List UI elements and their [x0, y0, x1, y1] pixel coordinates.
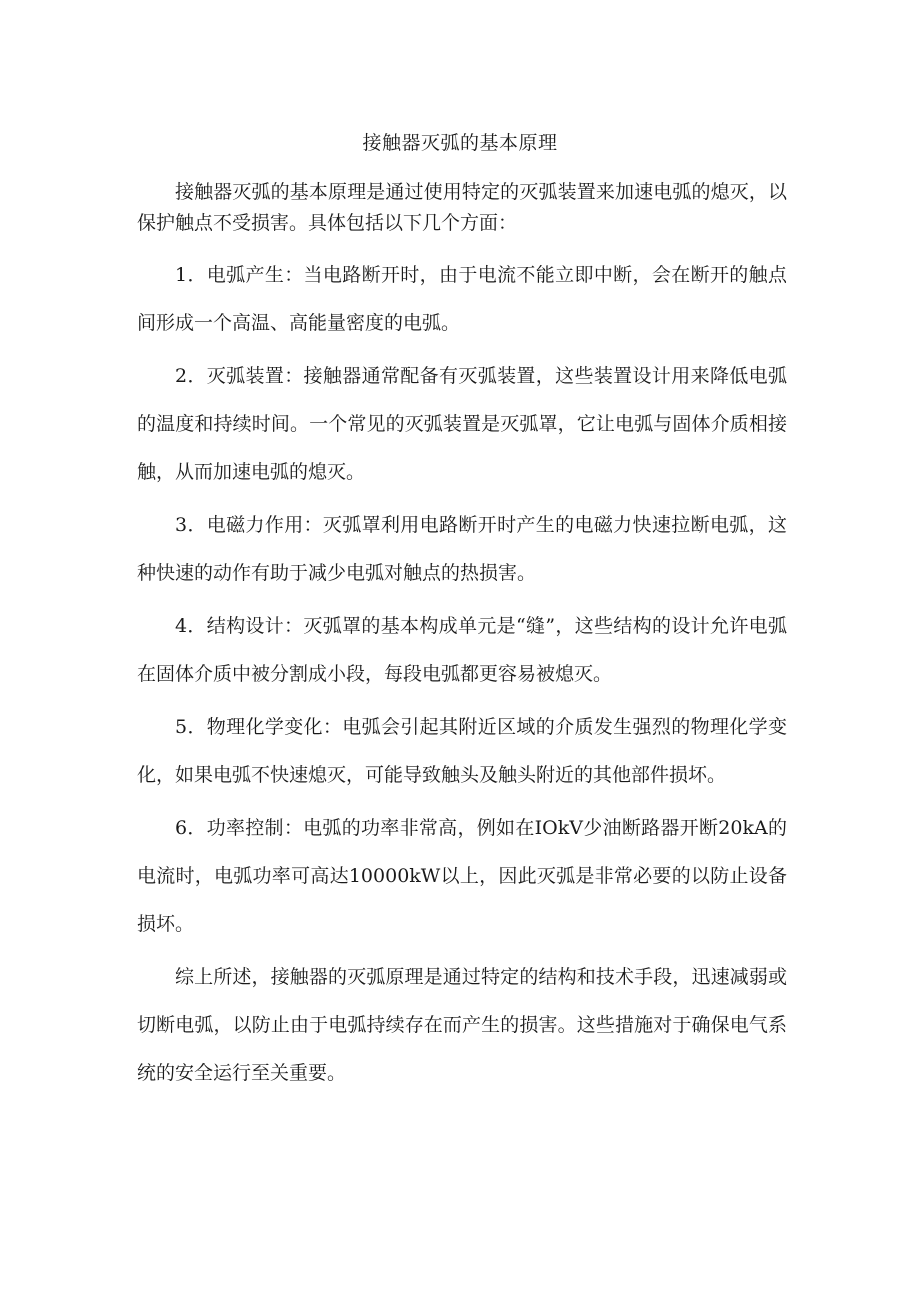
intro-paragraph: 接触器灭弧的基本原理是通过使用特定的灭弧装置来加速电弧的熄灭，以保护触点不受损害。具体包括以下几个方面：: [137, 181, 787, 234]
document-body: [137, 177, 787, 1102]
document-title: 接触器灭弧的基本原理: [362, 132, 558, 154]
list-item-5: 5．物理化学变化：电弧会引起其附近区域的介质发生强烈的物理化学变化，如果电弧不快速熄灭，可能导致触头及触头附近的其他部件损坏。: [137, 716, 787, 786]
conclusion-paragraph: 综上所述，接触器的灭弧原理是通过特定的结构和技术手段，迅速减弱或切断电弧，以防止由于电弧持续存在而产生的损害。这些措施对于确保电气系统的安全运行至关重要。: [137, 966, 787, 1084]
list-item-1: 1．电弧产生：当电路断开时，由于电流不能立即中断，会在断开的触点间形成一个高温、高能量密度的电弧。: [137, 264, 787, 334]
list-item-6: 6．功率控制：电弧的功率非常高，例如在IOkV少油断路器开断20kA的电流时，电弧功率可高达10000kW以上，因此灭弧是非常必要的以防止设备损坏。: [137, 817, 787, 935]
list-item-4: 4．结构设计：灭弧罩的基本构成单元是“缝”，这些结构的设计允许电弧在固体介质中被分割成小段，每段电弧都更容易被熄灭。: [137, 615, 787, 685]
list-item-3: 3．电磁力作用：灭弧罩利用电路断开时产生的电磁力快速拉断电弧，这种快速的动作有助于减少电弧对触点的热损害。: [137, 514, 787, 584]
list-item-2: 2．灭弧装置：接触器通常配备有灭弧装置，这些装置设计用来降低电弧的温度和持续时间。一个常见的灭弧装置是灭弧罩，它让电弧与固体介质相接触，从而加速电弧的熄灭。: [137, 365, 787, 483]
